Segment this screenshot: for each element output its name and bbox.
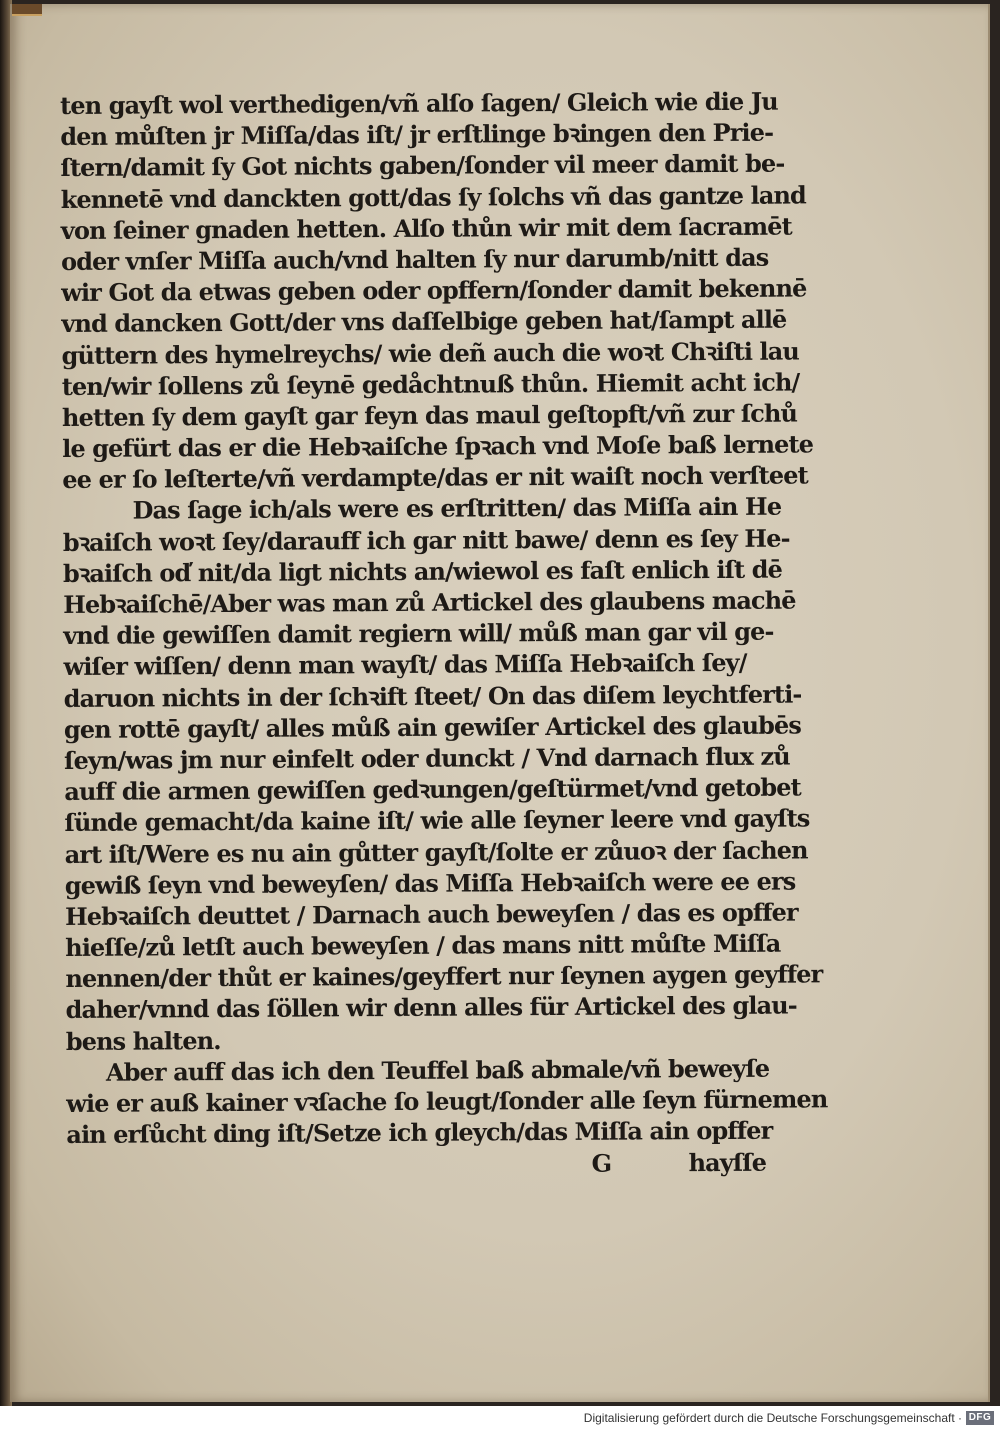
text-line: hieſſe/zů letſt auch beweyſen / das mans nitt můſte Miſſa bbox=[65, 928, 781, 963]
text-line: wir Got da etwas geben oder opffern/ſonder damit bekennē bbox=[61, 273, 807, 308]
text-line: auff die armen gewiſſen gedꝛungen/geſtürmet/vnd getobet bbox=[64, 772, 801, 807]
text-line: ten/wir ſollens zů ſeynē gedåchtnuß thůn. Hiemit acht ich/ bbox=[61, 367, 800, 401]
text-line: art iſt/Were es nu ain gůtter gayſt/ſolte er zůuoꝛ der ſachen bbox=[64, 834, 808, 869]
page-footer-line bbox=[66, 1146, 786, 1184]
text-line: oder vnſer Miſſa auch/vnd halten ſy nur darumb/nitt das bbox=[60, 242, 769, 276]
text-line: ſtern/damit ſy Got nichts gaben/ſonder vil meer damit be- bbox=[60, 148, 785, 183]
text-line: daruon nichts in der ſchꝛift ſteet/ On das diſem leychtferti- bbox=[63, 679, 802, 713]
text-line: von ſeiner gnaden hetten. Alſo thůn wir mit dem ſacramēt bbox=[60, 211, 792, 245]
text-line: gewiß ſeyn vnd beweyſen/ das Miſſa Hebꝛaiſch were ee ers bbox=[64, 866, 796, 900]
text-line: hetten ſy dem gayſt gar feyn das maul geſtopft/vñ zur ſchů bbox=[61, 398, 798, 432]
text-line: ee er ſo leſterte/vñ verdampte/das er nit waiſt noch verſteet bbox=[62, 460, 808, 495]
text-line: Hebꝛaiſch deuttet / Darnach auch beweyſen / das es opffer bbox=[64, 897, 798, 931]
credit-bar bbox=[0, 1406, 1000, 1432]
text-line: nennen/der thůt er kaines/geyffert nur ſeynen aygen geyffer bbox=[65, 959, 823, 994]
text-line: ain erſůcht ding iſt/Setze ich gleych/das Miſſa ain opffer bbox=[66, 1115, 773, 1150]
text-line: ten gayſt wol verthedigen/vñ alſo ſagen/ Gleich wie die Ju bbox=[60, 86, 778, 120]
text-line: vnd die gewiſſen damit regiern will/ můß man gar vil ge- bbox=[63, 616, 774, 651]
text-line: le gefürt das er die Hebꝛaiſche ſpꝛach vnd Moſe baß lernete bbox=[62, 429, 814, 464]
text-line: bꝛaiſch woꝛt ſey/darauff ich gar nitt bawe/ denn es ſey He- bbox=[62, 523, 790, 557]
text-line: Das ſage ich/als were es erſtritten/ das Miſſa ain He bbox=[132, 492, 782, 526]
funding-credit: Digitalisierung gefördert durch die Deutsche Forschungsgemeinschaft · bbox=[583, 1411, 962, 1425]
page-text-block bbox=[60, 86, 828, 1185]
text-line: ſünde gemacht/da kaine iſt/ wie alle ſeyner leere vnd gayſts bbox=[64, 803, 810, 838]
text-line: den můſten jr Miſſa/das iſt/ jr erſtlinge bꝛingen den Prie- bbox=[60, 117, 774, 152]
dfg-logo-icon: DFG bbox=[966, 1411, 994, 1425]
corner-marker bbox=[12, 4, 42, 16]
catchword: hayſſe bbox=[688, 1148, 767, 1178]
text-line: gen rottē gayſt/ alles můß ain gewiſer Artickel des glaubēs bbox=[63, 710, 802, 744]
signature-mark: G bbox=[591, 1149, 612, 1179]
text-line: wie er auß kainer vꝛſache ſo leugt/ſonder alle ſeyn fürnemen bbox=[66, 1084, 828, 1118]
text-line: güttern des hymelreychs/ wie deñ auch die woꝛt Chꝛiſti lau bbox=[61, 335, 800, 370]
text-line: bens halten. bbox=[65, 1025, 221, 1056]
text-line: kennetē vnd danckten gott/das ſy ſolchs vñ das gantze land bbox=[60, 180, 806, 214]
text-line: ſeyn/was jm nur einfelt oder dunckt / Vnd darnach flux zů bbox=[64, 741, 790, 775]
text-line: wiſer wiſſen/ denn man wayſt/ das Miſſa Hebꝛaiſch ſey/ bbox=[63, 648, 747, 682]
text-line: bꝛaiſch od̕ nit/da ligt nichts an/wiewol es faſt enlich iſt dē bbox=[62, 554, 783, 588]
text-line: vnd dancken Gott/der vns daſſelbige geben hat/ſampt allē bbox=[61, 304, 787, 339]
text-line: daher/vnnd das ſöllen wir denn alles für Artickel des glau- bbox=[65, 990, 797, 1025]
text-line: Hebꝛaiſchē/Aber was man zů Artickel des glaubens machē bbox=[63, 585, 796, 619]
book-page bbox=[10, 4, 990, 1402]
text-line: Aber auff das ich den Teuffel baß abmale/vñ beweyſe bbox=[105, 1053, 770, 1087]
